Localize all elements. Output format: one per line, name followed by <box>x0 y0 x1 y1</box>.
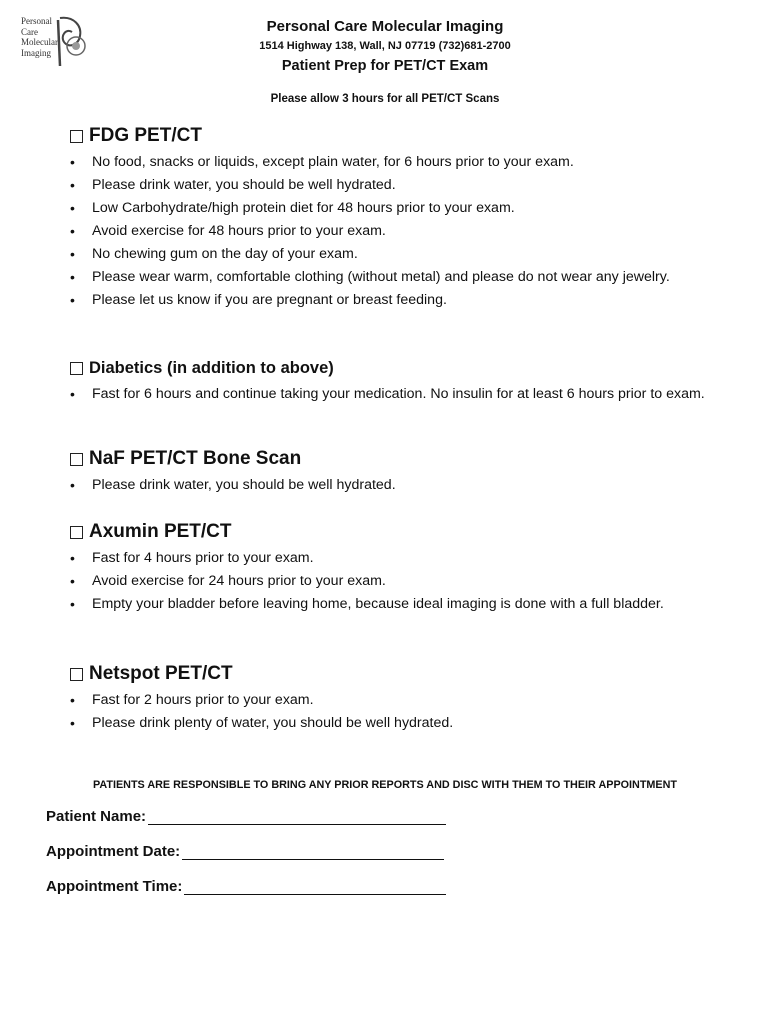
fdg-checkbox[interactable] <box>70 130 83 143</box>
appointment-time-label: Appointment Time: <box>46 878 183 895</box>
section-axumin <box>70 520 720 617</box>
list-item: • Low Carbohydrate/high protein diet for 48 hours prior to your exam. <box>70 198 720 220</box>
org-name: Personal Care Molecular Imaging <box>266 18 504 35</box>
appointment-date-field[interactable] <box>46 843 444 860</box>
section-title-text: Netspot PET/CT <box>89 663 233 684</box>
list-item: • Fast for 4 hours prior to your exam. <box>70 548 720 570</box>
section-title <box>70 124 720 148</box>
list-item: • No chewing gum on the day of your exam. <box>70 244 720 266</box>
patient-name-field[interactable] <box>46 808 446 825</box>
list-item: • Empty your bladder before leaving home, because ideal imaging is done with a full bladder. <box>70 594 720 616</box>
logo-line: Care <box>21 26 38 37</box>
list-item: • Avoid exercise for 24 hours prior to your exam. <box>70 571 720 593</box>
instruction-list <box>70 548 720 616</box>
allow-note: Please allow 3 hours for all PET/CT Scans <box>270 93 500 105</box>
appointment-date-label: Appointment Date: <box>46 843 181 860</box>
patient-name-line[interactable] <box>148 810 446 825</box>
list-item: • Fast for 2 hours prior to your exam. <box>70 690 720 712</box>
logo-line: Molecular <box>21 37 58 47</box>
diabetics-checkbox[interactable] <box>70 362 83 375</box>
appointment-date-line[interactable] <box>182 845 444 860</box>
list-item: • Avoid exercise for 48 hours prior to your exam. <box>70 221 720 243</box>
page-title: Patient Prep for PET/CT Exam <box>281 58 489 74</box>
appointment-time-field[interactable] <box>46 878 446 895</box>
responsibility-note: PATIENTS ARE RESPONSIBLE TO BRING ANY PRIOR REPORTS AND DISC WITH THEM TO THEIR APPOINTMENT <box>92 779 678 791</box>
list-item: • Please drink plenty of water, you should be well hydrated. <box>70 713 720 735</box>
instruction-list <box>70 690 720 735</box>
section-title <box>70 662 720 686</box>
section-fdg <box>70 124 720 313</box>
section-title-text: Axumin PET/CT <box>89 521 232 542</box>
list-item: • Fast for 6 hours and continue taking your medication. No insulin for at least 6 hours prior to exam. <box>70 384 720 406</box>
section-title <box>70 447 720 471</box>
list-item: • Please drink water, you should be well hydrated. <box>70 175 720 197</box>
section-diabetics <box>70 356 720 407</box>
logo-line: Personal <box>21 16 52 26</box>
instruction-list <box>70 152 720 312</box>
list-item: • Please let us know if you are pregnant or breast feeding. <box>70 290 720 312</box>
list-item: • Please drink water, you should be well hydrated. <box>70 475 720 497</box>
patient-name-label: Patient Name: <box>46 808 147 825</box>
instruction-list <box>70 475 720 497</box>
section-title-text: Diabetics (in addition to above) <box>89 358 334 377</box>
appointment-time-line[interactable] <box>184 880 446 895</box>
logo-line: Imaging <box>21 47 51 58</box>
section-title-text: NaF PET/CT Bone Scan <box>89 448 302 469</box>
section-naf <box>70 447 720 498</box>
axumin-checkbox[interactable] <box>70 526 83 539</box>
naf-checkbox[interactable] <box>70 453 83 466</box>
instruction-list <box>70 384 720 406</box>
list-item: • No food, snacks or liquids, except plain water, for 6 hours prior to your exam. <box>70 152 720 174</box>
section-title <box>70 356 720 380</box>
list-item: • Please wear warm, comfortable clothing (without metal) and please do not wear any jewelry. <box>70 267 720 289</box>
section-netspot <box>70 662 720 736</box>
org-address: 1514 Highway 138, Wall, NJ 07719 (732)681-2700 <box>259 40 511 52</box>
netspot-checkbox[interactable] <box>70 668 83 681</box>
section-title <box>70 520 720 544</box>
section-title-text: FDG PET/CT <box>89 125 202 146</box>
